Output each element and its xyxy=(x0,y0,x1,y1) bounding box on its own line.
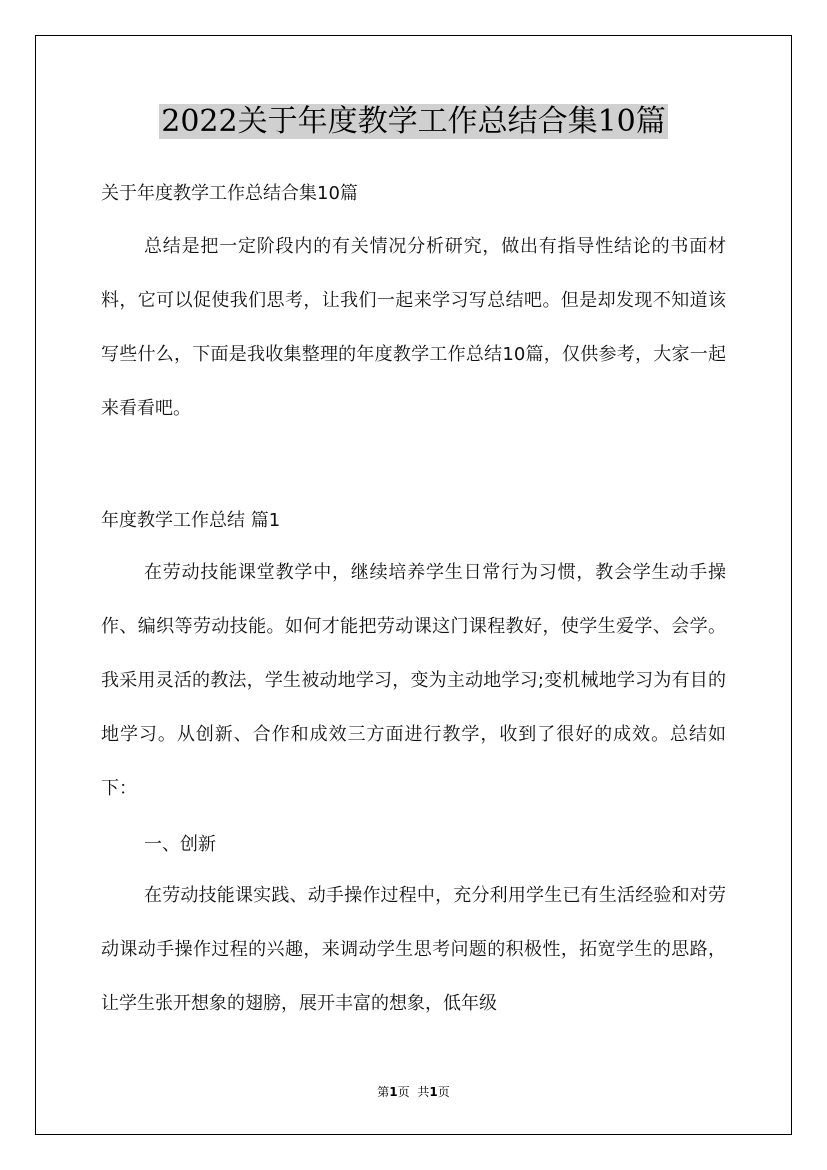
point-heading: 一、创新 xyxy=(144,834,216,855)
page-footer xyxy=(0,1083,827,1100)
footer-page-prefix: 第 xyxy=(377,1085,390,1099)
footer-total-prefix: 共 xyxy=(417,1085,430,1099)
footer-page-number: 1 xyxy=(389,1085,398,1099)
document-title xyxy=(0,100,827,144)
footer-total-number: 1 xyxy=(429,1085,438,1099)
document-subtitle: 关于年度教学工作总结合集10篇 xyxy=(101,183,358,204)
section-paragraph: 在劳动技能课堂教学中，继续培养学生日常行为习惯，教会学生动手操作、编织等劳动技能。如何才能把劳动课这门课程教好，使学生爱学、会学。我采用灵活的教法，学生被动地学习，变为主动地学习;变机械地学习为有目的地学习。从创新、合作和成效三方面进行教学，收到了很好的成效。总结如下： xyxy=(101,562,726,799)
intro-paragraph: 总结是把一定阶段内的有关情况分析研究，做出有指导性结论的书面材料，它可以促使我们思考，让我们一起来学习写总结吧。但是却发现不知道该写些什么，下面是我收集整理的年度教学工作总结10篇，仅供参考，大家一起来看看吧。 xyxy=(101,236,726,419)
document-title-text: 2022关于年度教学工作总结合集10篇 xyxy=(161,104,666,139)
point-paragraph: 在劳动技能课实践、动手操作过程中，充分利用学生已有生活经验和对劳动课动手操作过程的兴趣，来调动学生思考问题的积极性，拓宽学生的思路，让学生张开想象的翅膀，展开丰富的想象，低年级 xyxy=(101,885,726,1014)
section-heading: 年度教学工作总结 篇1 xyxy=(101,510,281,531)
footer-page-suffix: 页 xyxy=(397,1085,410,1099)
footer-total-suffix: 页 xyxy=(437,1085,450,1099)
